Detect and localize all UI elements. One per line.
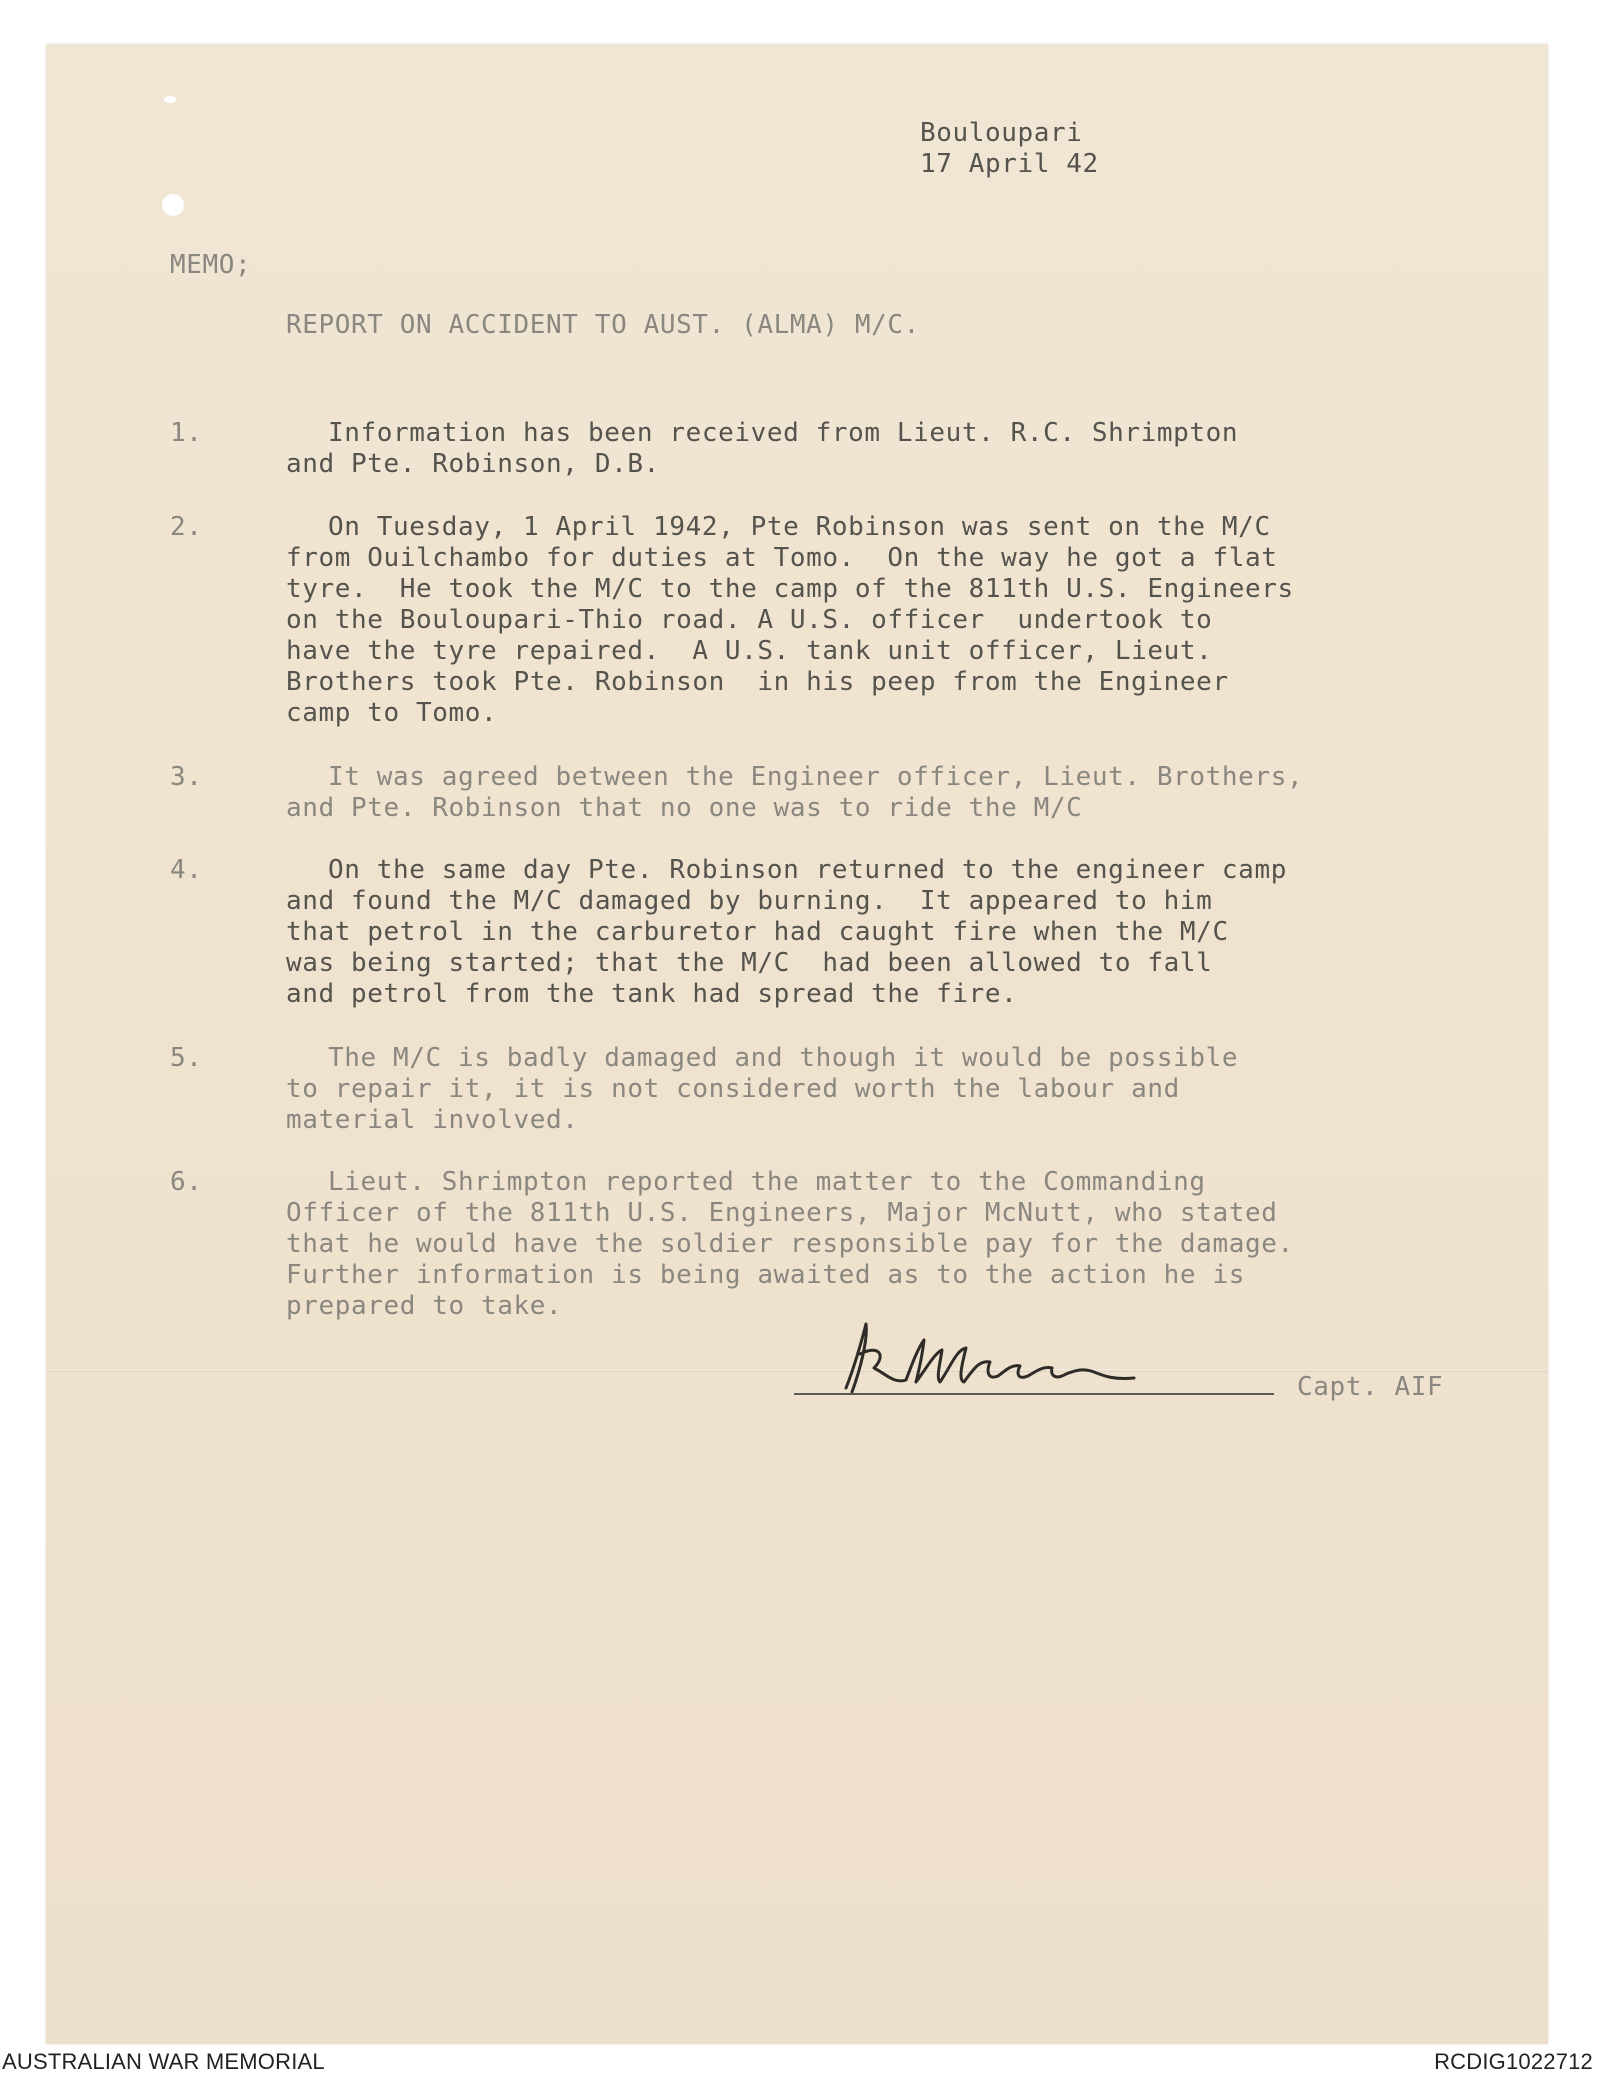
signature-block bbox=[794, 1310, 1334, 1405]
paragraph-line: and Pte. Robinson that no one was to ride the M/C bbox=[286, 793, 1083, 823]
paragraph-1 bbox=[286, 418, 1486, 480]
letter-place: Bouloupari bbox=[920, 118, 1083, 148]
paragraph-number: 2. bbox=[170, 512, 203, 542]
paragraph-6 bbox=[286, 1167, 1486, 1322]
paragraph-4 bbox=[286, 855, 1486, 1010]
paragraph-number: 6. bbox=[170, 1167, 203, 1197]
paragraph-line: Further information is being awaited as to the action he is bbox=[286, 1260, 1245, 1290]
signature-line bbox=[794, 1393, 1274, 1395]
paragraph-line: Lieut. Shrimpton reported the matter to the Commanding bbox=[328, 1167, 1206, 1197]
paragraph-5 bbox=[286, 1043, 1486, 1136]
paragraph-line: tyre. He took the M/C to the camp of the 811th U.S. Engineers bbox=[286, 574, 1294, 604]
paragraph-line: It was agreed between the Engineer officer, Lieut. Brothers, bbox=[328, 762, 1304, 792]
paragraph-line: On Tuesday, 1 April 1942, Pte Robinson was sent on the M/C bbox=[328, 512, 1271, 542]
letter-date: 17 April 42 bbox=[920, 149, 1099, 179]
paragraph-line: and found the M/C damaged by burning. It appeared to him bbox=[286, 886, 1213, 916]
paragraph-line: from Ouilchambo for duties at Tomo. On the way he got a flat bbox=[286, 543, 1278, 573]
memo-label: MEMO; bbox=[170, 250, 252, 280]
paragraph-number: 1. bbox=[170, 418, 203, 448]
paragraph-line: Information has been received from Lieut. R.C. Shrimpton bbox=[328, 418, 1239, 448]
paragraph-number: 3. bbox=[170, 762, 203, 792]
paragraph-line: have the tyre repaired. A U.S. tank unit officer, Lieut. bbox=[286, 636, 1213, 666]
paragraph-line: material involved. bbox=[286, 1105, 579, 1135]
paragraph-line: Brothers took Pte. Robinson in his peep from the Engineer bbox=[286, 667, 1229, 697]
paragraph-line: and petrol from the tank had spread the fire. bbox=[286, 979, 1018, 1009]
memo-subject: REPORT ON ACCIDENT TO AUST. (ALMA) M/C. bbox=[286, 310, 920, 340]
paragraph-line: and Pte. Robinson, D.B. bbox=[286, 449, 660, 479]
paragraph-3 bbox=[286, 762, 1486, 824]
paragraph-line: On the same day Pte. Robinson returned to the engineer camp bbox=[328, 855, 1287, 885]
paragraph-line: to repair it, it is not considered worth the labour and bbox=[286, 1074, 1180, 1104]
signatory-rank: Capt. AIF bbox=[1297, 1372, 1444, 1402]
paragraph-line: was being started; that the M/C had been allowed to fall bbox=[286, 948, 1213, 978]
paragraph-line: prepared to take. bbox=[286, 1291, 563, 1321]
paragraph-number: 5. bbox=[170, 1043, 203, 1073]
archive-id: RCDIG1022712 bbox=[1434, 2049, 1593, 2074]
paragraph-number: 4. bbox=[170, 855, 203, 885]
handwritten-signature bbox=[794, 1310, 1334, 1405]
paragraph-line: on the Bouloupari-Thio road. A U.S. officer undertook to bbox=[286, 605, 1213, 635]
paragraph-line: Officer of the 811th U.S. Engineers, Major McNutt, who stated bbox=[286, 1198, 1278, 1228]
paragraph-line: that petrol in the carburetor had caught fire when the M/C bbox=[286, 917, 1229, 947]
paragraph-line: that he would have the soldier responsible pay for the damage. bbox=[286, 1229, 1294, 1259]
paragraph-2 bbox=[286, 512, 1486, 729]
paragraph-line: The M/C is badly damaged and though it would be possible bbox=[328, 1043, 1239, 1073]
paragraph-line: camp to Tomo. bbox=[286, 698, 498, 728]
paper-hole bbox=[162, 194, 184, 216]
paper-hole bbox=[164, 96, 176, 103]
archive-credit: AUSTRALIAN WAR MEMORIAL bbox=[2, 2049, 325, 2074]
